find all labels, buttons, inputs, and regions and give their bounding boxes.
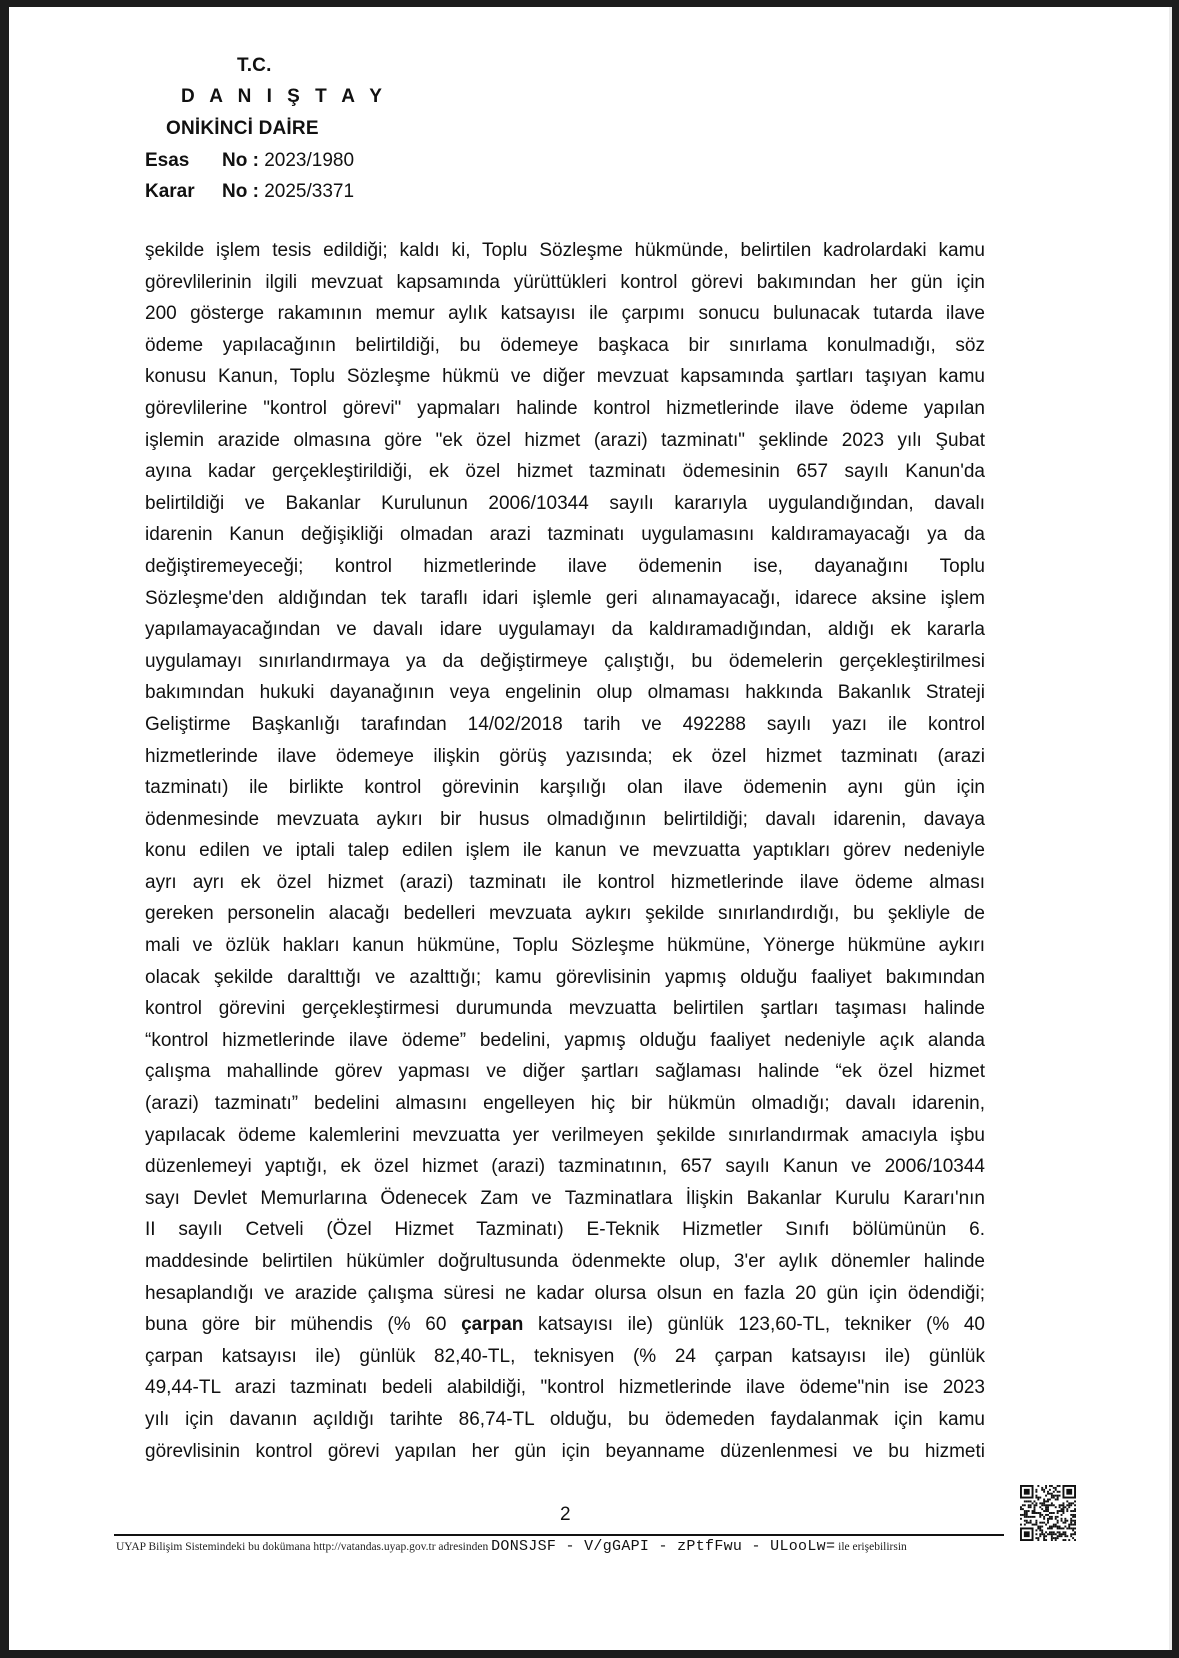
body-line: [145, 393, 985, 425]
header-tc: T.C.: [237, 55, 272, 76]
body-line: [145, 456, 985, 488]
body-line: [145, 298, 985, 330]
body-line: [145, 1278, 985, 1310]
body-line-text: gereken personelin alacağı bedelleri mevzuata aykırı şekilde sınırlandırdığı, bu şekliyle de: [145, 903, 985, 925]
body-line: [145, 519, 985, 551]
bold-emphasis: çarpan: [461, 1314, 524, 1336]
footer-suffix-text: ile erişebilirsin: [838, 1541, 907, 1553]
karar-number: 2025/3371: [264, 181, 355, 202]
body-line-text: idarenin Kanun değişikliği olmadan arazi tazminatı uygulamasını kaldıramayacağı ya da: [145, 524, 985, 546]
body-line-text: “kontrol hizmetlerinde ilave ödeme” bedelini, yapmış olduğu faaliyet nedeniyle açık alanda: [145, 1029, 985, 1051]
body-line-text: belirtildiği ve Bakanlar Kurulunun 2006/10344 sayılı kararıyla uygulandığından, davalı: [145, 492, 985, 514]
footer-prefix-text: UYAP Bilişim Sistemindeki bu dokümana http://vatandas.uyap.gov.tr adresinden: [116, 1541, 489, 1553]
body-line: [145, 1120, 985, 1152]
body-line: [145, 1151, 985, 1183]
body-line-text: şekilde işlem tesis edildiği; kaldı ki, Toplu Sözleşme hükmünde, belirtilen kadrolardaki kamu: [145, 240, 985, 261]
esas-number: 2023/1980: [264, 150, 355, 171]
body-line: [145, 677, 985, 709]
footer-divider: [114, 1534, 1004, 1536]
body-line-text: ayrı ayrı ek özel hizmet (arazi) tazminatı ile kontrol hizmetlerinde ilave ödeme alması: [145, 871, 985, 893]
body-line-text: yapılacak ödeme kalemlerini mevzuatta yer verilmeyen şekilde sınırlandırmak amacıyla işbu: [145, 1124, 985, 1146]
body-line-text: buna göre bir mühendis (% 60 çarpan katsayısı ile) günlük 123,60-TL, tekniker (% 40: [145, 1314, 985, 1336]
body-line-text: kontrol görevini gerçekleştirmesi durumunda mevzuatta belirtilen şartları taşıması halinde: [145, 998, 985, 1020]
footer-access-code: DONSJSF - V/gGAPI - zPtfFwu - ULooLw=: [491, 1538, 836, 1555]
footer-access-note: [116, 1538, 907, 1555]
body-line: [145, 1183, 985, 1215]
page-number: 2: [560, 1504, 571, 1525]
body-line-text: değiştiremeyeceği; kontrol hizmetlerinde ilave ödemenin ise, dayanağını Toplu: [145, 555, 985, 577]
body-line: [145, 930, 985, 962]
body-line-text: işlemin arazide olmasına göre "ek özel hizmet (arazi) tazminatı" şeklinde 2023 yılı Şubat: [145, 429, 985, 451]
body-line: [145, 1246, 985, 1278]
body-line-text: II sayılı Cetveli (Özel Hizmet Tazminatı) E-Teknik Hizmetler Sınıfı bölümünün 6.: [145, 1219, 985, 1241]
body-line-text: bakımından hukuki dayanağının veya engelinin olup olmaması hakkında Bakanlık Strateji: [145, 682, 985, 704]
body-line-text: konu edilen ve iptali talep edilen işlem ile kanun ve mevzuatta yaptıkları görev nedeniyle: [145, 840, 985, 862]
body-line-text: düzenlemeyi yaptığı, ek özel hizmet (arazi) tazminatının, 657 sayılı Kanun ve 2006/10344: [145, 1156, 985, 1178]
body-line: [145, 1341, 985, 1373]
decision-body-text: [145, 235, 985, 1467]
body-line-text: hesaplandığı ve arazide çalışma süresi ne kadar olursa olsun en fazla 20 gün için ödendiği;: [145, 1282, 985, 1304]
body-line: [145, 235, 985, 267]
body-line-text: (arazi) tazminatı” bedelini almasını engelleyen hiç bir hükmün olmadığı; davalı idarenin,: [145, 1093, 985, 1115]
document-page: [9, 7, 1172, 1650]
esas-number-line: [145, 150, 354, 172]
body-line: [145, 361, 985, 393]
karar-number-line: [145, 181, 354, 203]
body-line: [145, 646, 985, 678]
body-line-text: hizmetlerinde ilave ödemeye ilişkin görüş yazısında; ek özel hizmet tazminatı (arazi: [145, 745, 985, 767]
body-line: [145, 1372, 985, 1404]
esas-label: Esas: [145, 150, 190, 171]
body-line: [145, 898, 985, 930]
body-line: [145, 551, 985, 583]
body-line-text: ödenmesinde mevzuata aykırı bir husus olmadığının belirtildiği; davalı idarenin, davaya: [145, 808, 985, 830]
body-line-text: 200 gösterge rakamının memur aylık katsayısı ile çarpımı sonucu bulunacak tutarda ilave: [145, 303, 985, 325]
body-line: [145, 709, 985, 741]
body-line: [145, 835, 985, 867]
header-court-name: D A N I Ş T A Y: [181, 86, 387, 107]
body-line-text: yapılamayacağından ve davalı idare uygulamayı da kaldıramadığından, aldığı ek kararla: [145, 619, 985, 641]
body-line: [145, 1056, 985, 1088]
body-line: [145, 1025, 985, 1057]
body-line: [145, 993, 985, 1025]
body-line-text: mali ve özlük hakları kanun hükmüne, Toplu Sözleşme hükmüne, Yönerge hükmüne aykırı: [145, 935, 985, 957]
body-line: [145, 1309, 985, 1341]
body-line-text: maddesinde belirtilen hükümler doğrultusunda ödenmekte olup, 3'er aylık dönemler halinde: [145, 1251, 985, 1272]
karar-no-label: No :: [222, 181, 259, 202]
body-line: [145, 962, 985, 994]
body-line: [145, 330, 985, 362]
body-line-text: olacak şekilde daralttığı ve azalttığı; kamu görevlisinin yapmış olduğu faaliyet bakımından: [145, 966, 985, 988]
body-line-text: görevlisinin kontrol görevi yapılan her gün için beyanname düzenlenmesi ve bu hizmeti: [145, 1440, 985, 1462]
body-line-text: Geliştirme Başkanlığı tarafından 14/02/2018 tarih ve 492288 sayılı yazı ile kontrol: [145, 713, 985, 735]
body-line: [145, 425, 985, 457]
body-line: [145, 614, 985, 646]
body-line-text: çalışma mahallinde görev yapması ve diğer şartları sağlaması halinde “ek özel hizmet: [145, 1061, 985, 1083]
body-line: [145, 804, 985, 836]
body-line-text: görevlilerine "kontrol görevi" yapmaları halinde kontrol hizmetlerinde ilave ödeme yapılan: [145, 397, 985, 419]
qr-code-icon: [1020, 1485, 1076, 1541]
body-line: [145, 1088, 985, 1120]
body-line-text: görevlilerinin ilgili mevzuat kapsamında yürüttükleri kontrol görevi bakımından her gün için: [145, 271, 985, 293]
body-line-text: uygulamayı sınırlandırmaya ya da değiştirmeye çalıştığı, bu ödemelerin gerçekleştirilmesi: [145, 650, 985, 672]
body-line: [145, 772, 985, 804]
body-line-text: ödeme yapılacağının belirtildiği, bu ödemeye başkaca bir sınırlama konulmadığı, söz: [145, 334, 985, 356]
body-line: [145, 1404, 985, 1436]
karar-label: Karar: [145, 181, 195, 202]
body-line-text: sayı Devlet Memurlarına Ödenecek Zam ve Tazminatlara İlişkin Bakanlar Kurulu Kararı'nın: [145, 1187, 985, 1209]
body-line-text: yılı için davanın açıldığı tarihte 86,74-TL olduğu, bu ödemeden faydalanmak için kamu: [145, 1408, 985, 1430]
body-line: [145, 867, 985, 899]
body-line: [145, 267, 985, 299]
body-line-text: ayına kadar gerçekleştirildiği, ek özel hizmet tazminatı ödemesinin 657 sayılı Kanun'da: [145, 461, 985, 483]
body-line: [145, 741, 985, 773]
header-chamber: ONİKİNCİ DAİRE: [166, 118, 319, 139]
body-line: [145, 1214, 985, 1246]
body-line: [145, 1436, 985, 1468]
body-line: [145, 583, 985, 615]
body-line-text: çarpan katsayısı ile) günlük 82,40-TL, teknisyen (% 24 çarpan katsayısı ile) günlük: [145, 1345, 985, 1367]
esas-no-label: No :: [222, 150, 259, 171]
body-line-text: 49,44-TL arazi tazminatı bedeli alabildiği, "kontrol hizmetlerinde ilave ödeme"nin ise 2023: [145, 1377, 985, 1399]
body-line-text: Sözleşme'den aldığından tek taraflı idari işlemle geri alınamayacağı, idarece aksine işlem: [145, 587, 985, 609]
body-line-text: konusu Kanun, Toplu Sözleşme hükmü ve diğer mevzuat kapsamında şartları taşıyan kamu: [145, 366, 985, 388]
body-line: [145, 488, 985, 520]
body-line-text: tazminatı) ile birlikte kontrol görevinin karşılığı olan ilave ödemenin aynı gün için: [145, 777, 985, 799]
